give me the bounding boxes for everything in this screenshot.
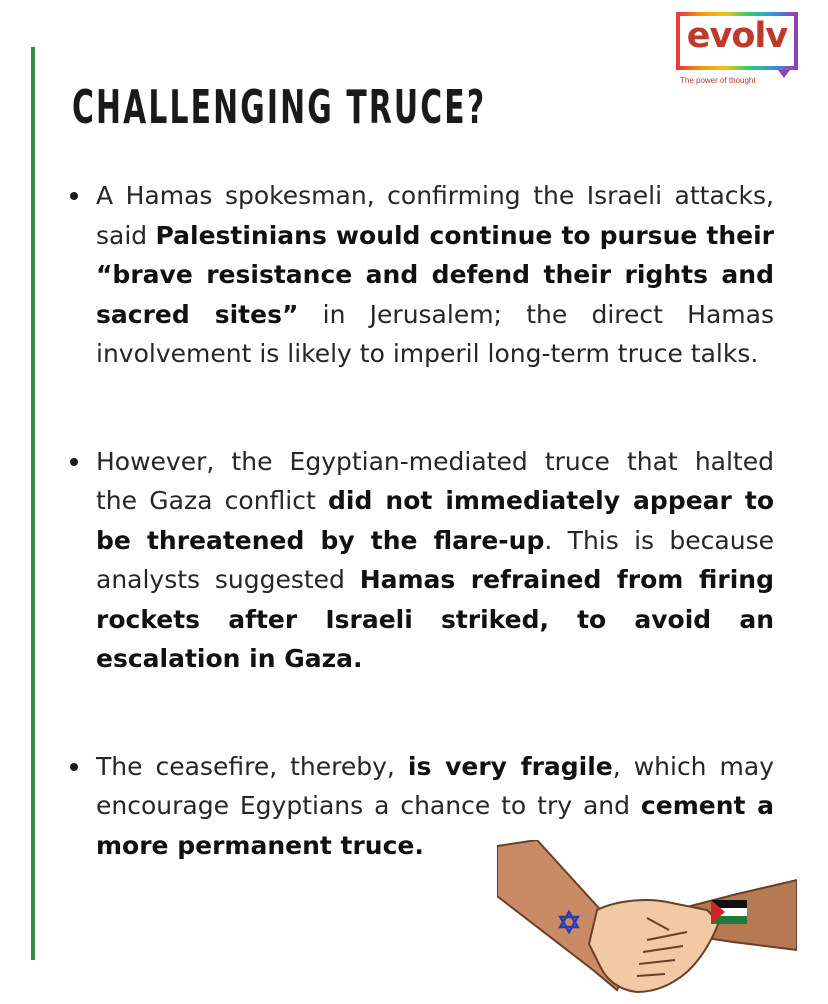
bullet-point-2 xyxy=(62,442,774,679)
bullet-point-1 xyxy=(62,176,774,374)
clasped-hands xyxy=(589,900,719,992)
bold-text: cement a more permanent truce. xyxy=(96,791,775,860)
body-text: However, the Egyptian-mediated truce that halted the Gaza conflict xyxy=(96,446,774,515)
body-text: . This is because analysts suggested xyxy=(96,525,774,594)
bold-text: Hamas refrained from firing rockets after Israeli striked, to avoid an escalation in Gaza. xyxy=(96,565,774,673)
body-text: The ceasefire, thereby, xyxy=(96,751,408,781)
body-text: in Jerusalem; the direct Hamas involvement is likely to imperil long-term truce talks. xyxy=(96,299,774,368)
body-text: , which may encourage Egyptians a chance to try and xyxy=(96,751,774,820)
bold-text: is very fragile xyxy=(407,751,613,781)
palestine-flag-icon xyxy=(711,900,747,924)
page-title: CHALLENGING TRUCE? xyxy=(72,80,487,134)
logo-speech-tail xyxy=(778,70,790,78)
body-text: A Hamas spokesman, confirming the Israeli attacks, said xyxy=(96,181,774,250)
bold-text: Palestinians would continue to pursue their “brave resistance and defend their rights and sacred sites” xyxy=(96,220,774,329)
handshake-icon xyxy=(497,840,797,1004)
bold-text: did not immediately appear to be threatened by the flare-up xyxy=(96,486,774,555)
evolv-logo xyxy=(676,12,802,85)
bullet-list xyxy=(62,176,774,933)
logo-tagline: The power of thought xyxy=(680,76,756,85)
green-accent-line xyxy=(31,47,35,960)
logo-wordmark: evolv xyxy=(686,16,788,56)
